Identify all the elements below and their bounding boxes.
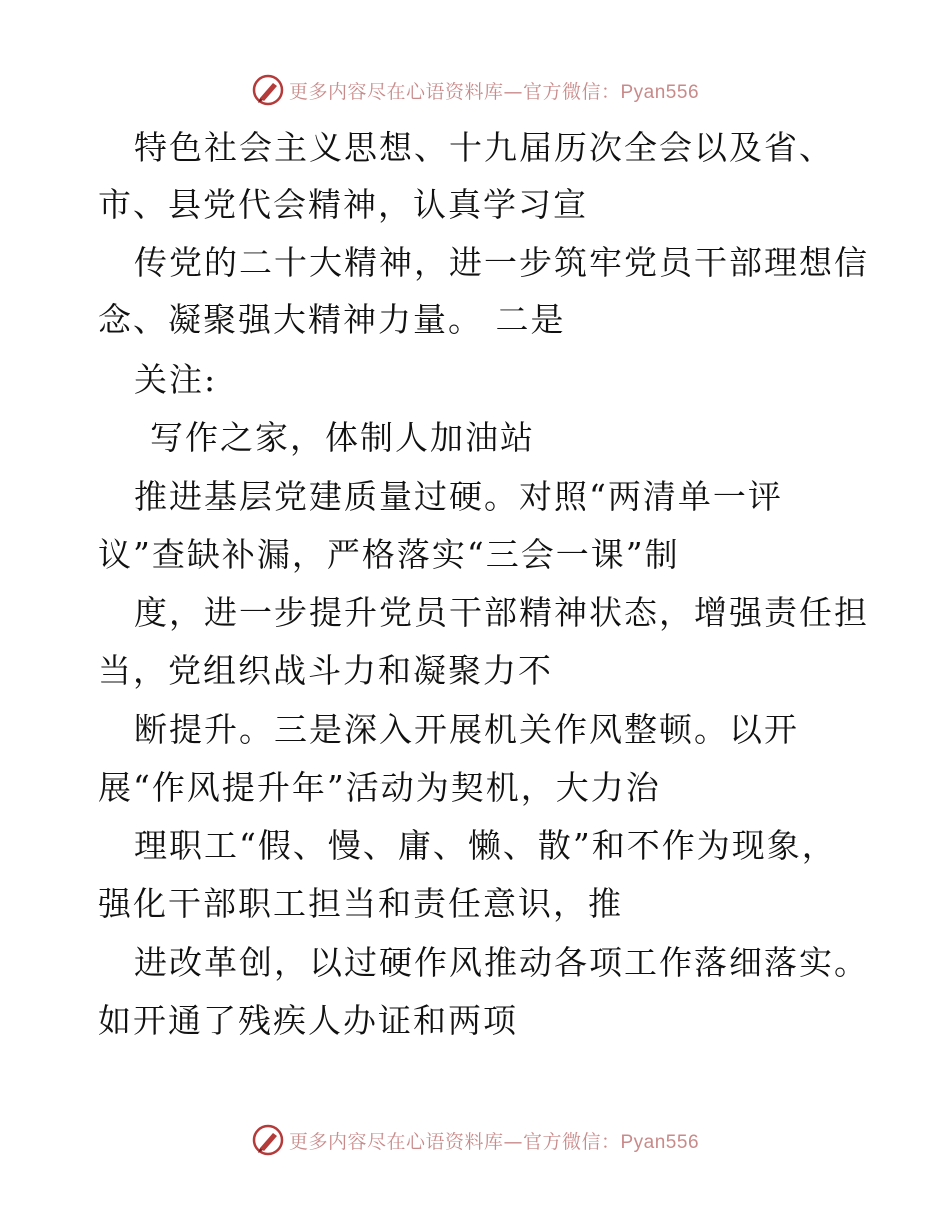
body-line: 进改革创，以过硬作风推动各项工作落细落实。 [134, 943, 869, 982]
body-line: 推进基层党建质量过硬。对照“两清单一评 [134, 477, 783, 516]
watermark-text: 更多内容尽在心语资料库—官方微信： [288, 80, 621, 103]
body-line: 强化干部职工担当和责任意识，推 [98, 884, 623, 923]
header-watermark [0, 70, 950, 110]
body-line: 特色社会主义思想、十九届历次全会以及省、 [134, 128, 834, 167]
footer-watermark [0, 1120, 950, 1160]
body-line: 理职工“假、慢、庸、懒、散”和不作为现象， [134, 826, 837, 865]
body-line: 展“作风提升年”活动为契机，大力治 [98, 768, 661, 807]
pen-logo-icon [251, 73, 285, 107]
body-line: 当，党组织战斗力和凝聚力不 [98, 651, 553, 690]
body-line: 度，进一步提升党员干部精神状态，增强责任担 [134, 593, 869, 632]
watermark-wechat-id: Pyan556 [620, 81, 700, 103]
body-line: 如开通了残疾人办证和两项 [98, 1001, 518, 1040]
body-line: 断提升。三是深入开展机关作风整顿。以开 [134, 710, 799, 749]
pen-logo-icon [251, 1123, 285, 1157]
body-line: 念、凝聚强大精神力量。 二是 [98, 300, 566, 339]
watermark-text: 更多内容尽在心语资料库—官方微信： [288, 1130, 621, 1153]
body-line: 市、县党代会精神，认真学习宣 [98, 185, 588, 224]
body-line: 关注: [134, 360, 218, 399]
body-line: 传党的二十大精神，进一步筑牢党员干部理想信 [134, 243, 869, 282]
watermark-wechat-id: Pyan556 [620, 1131, 700, 1153]
body-line: 写作之家，体制人加油站 [150, 418, 535, 457]
body-line: 议”查缺补漏，严格落实“三会一课”制 [98, 535, 680, 574]
